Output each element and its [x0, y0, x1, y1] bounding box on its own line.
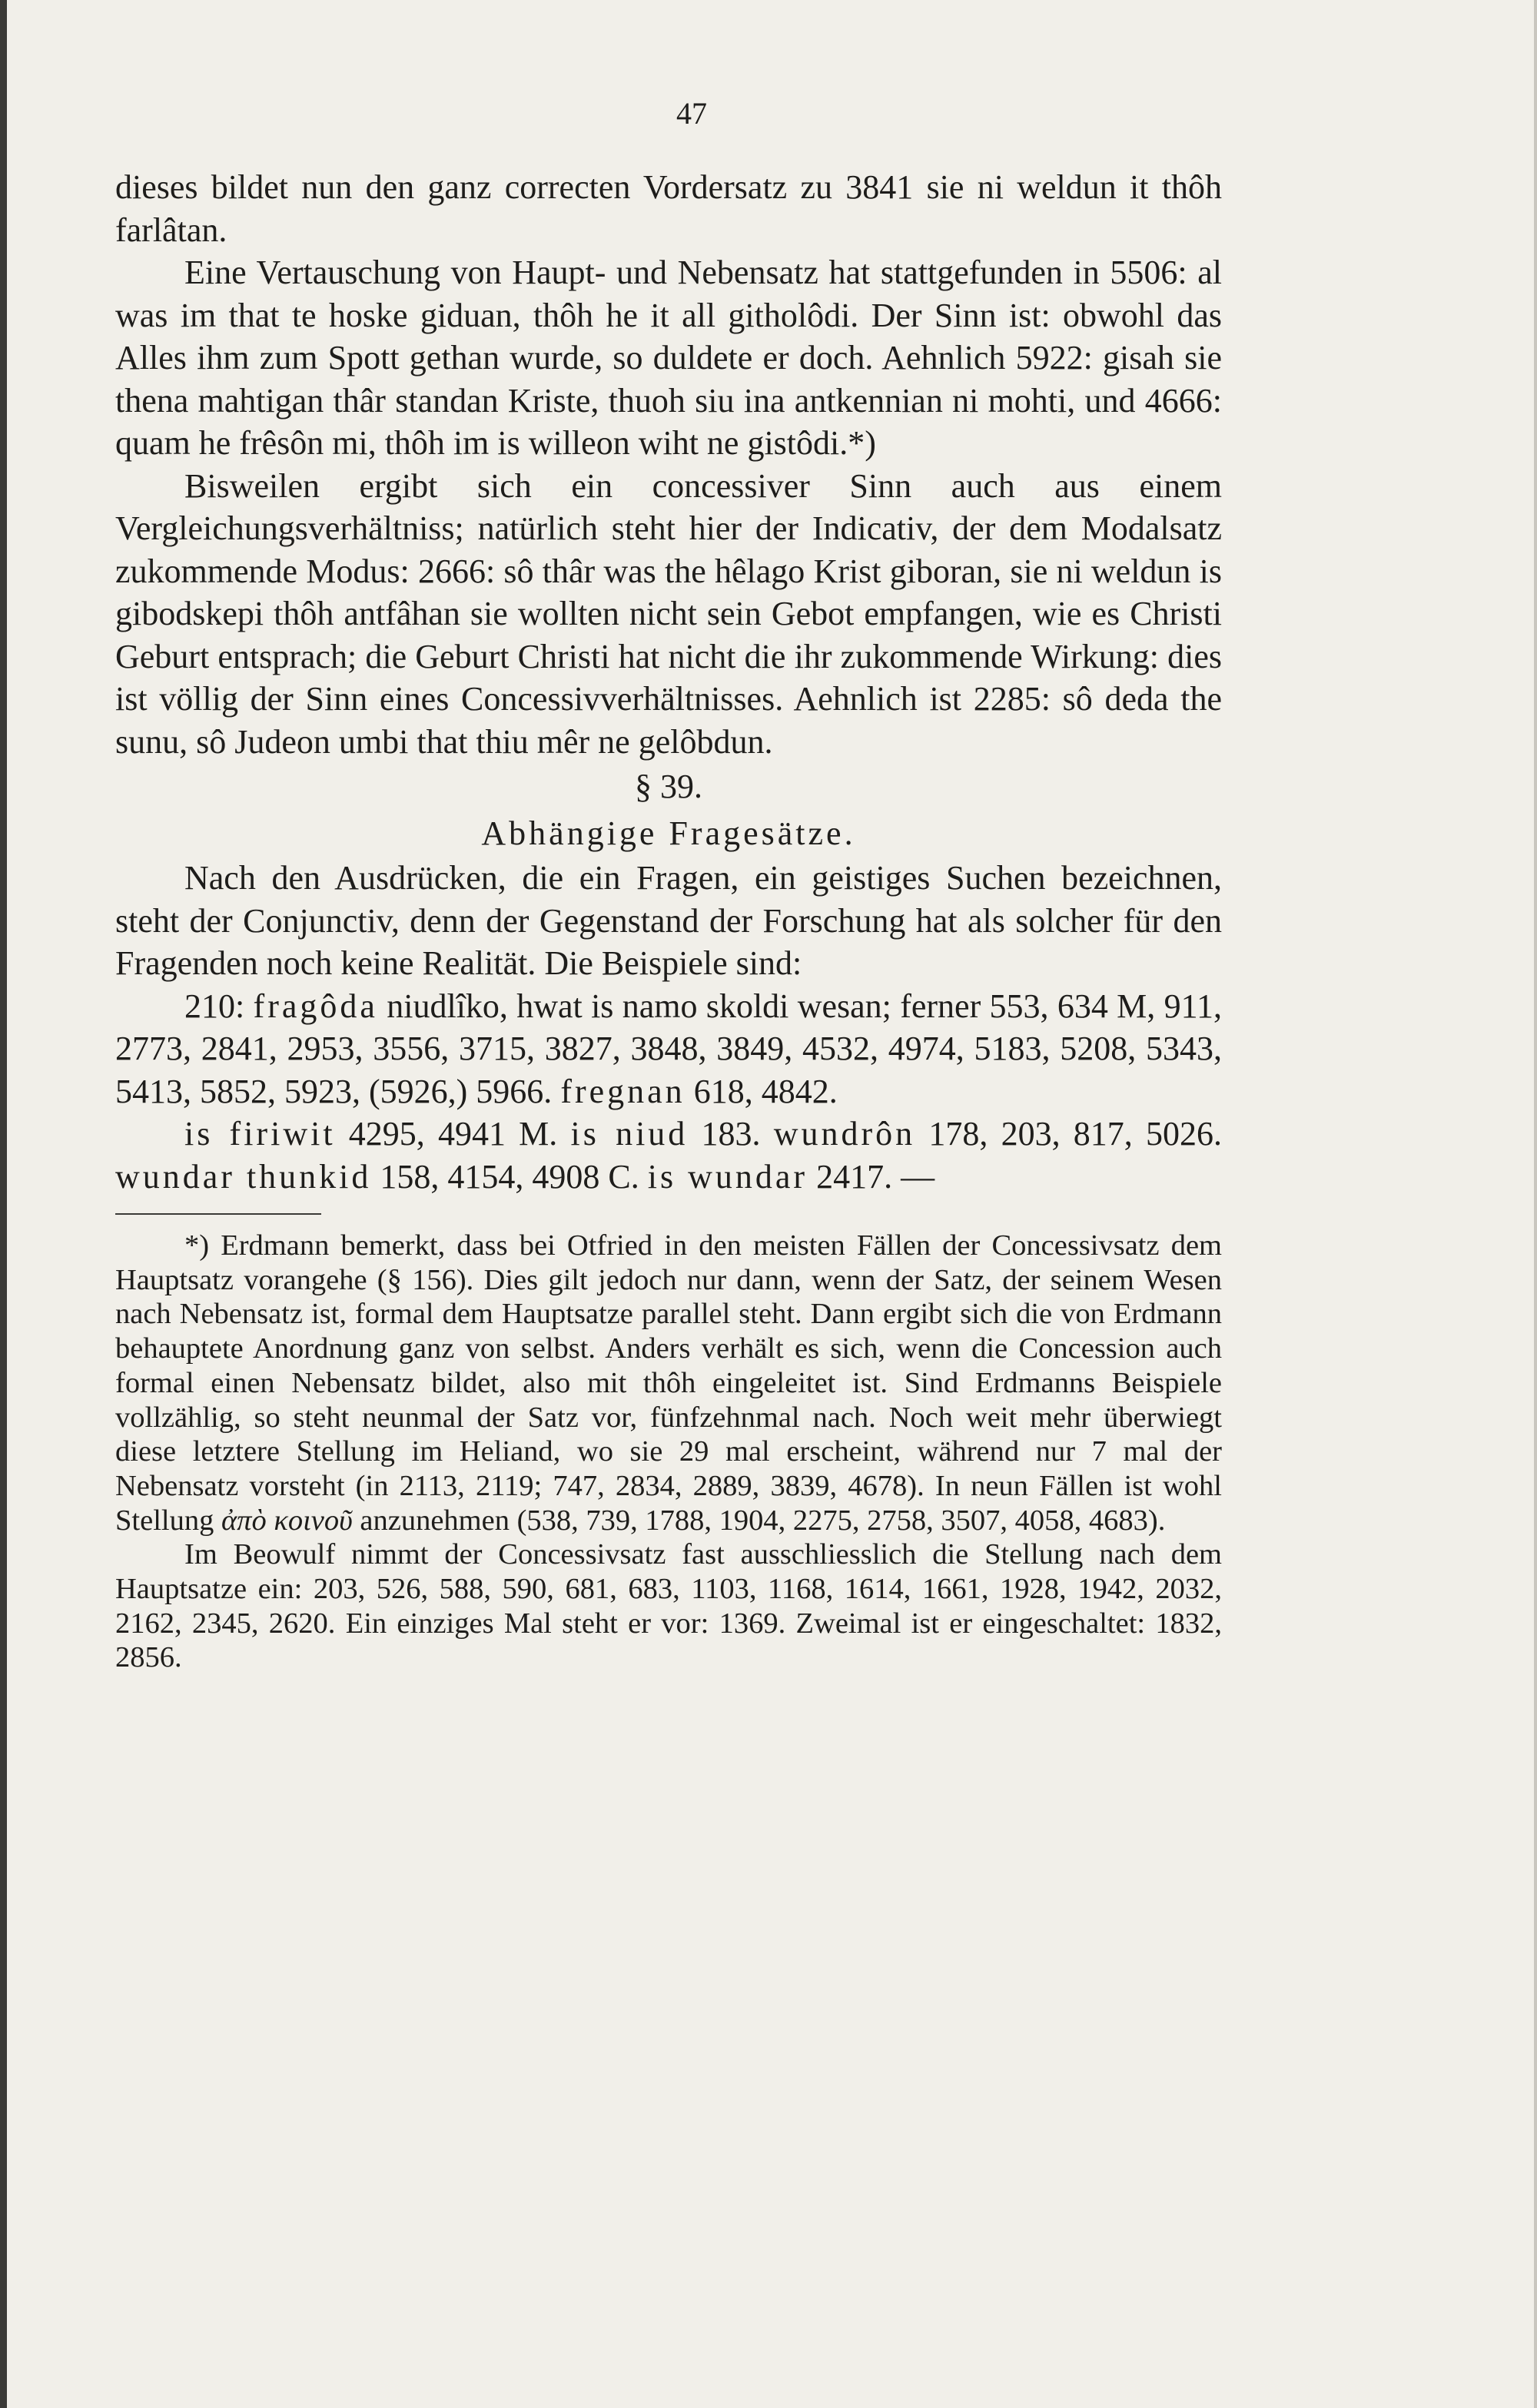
page-number: 47 [676, 96, 707, 131]
p6-text-d: 158, 4154, 4908 C. [371, 1157, 648, 1196]
p5-text-c: 618, 4842. [685, 1072, 838, 1110]
paragraph-3: Bisweilen ergibt sich ein concessiver Sinn auch aus einem Vergleichungsverhältniss; natürlich steht hier der Indicativ, der dem Modalsatz zukommende Modus: 2666: sô thâr was the hêlago Krist giboran, sie ni weldun is gibodskepi thôh antfâhan sie wollten nicht sein Gebot empfangen, wie es Christi Geburt entsprach; die Geburt Christi hat nicht die ihr zukommende Wirkung: dies ist völlig der Sinn eines Concessivverhältnisses. Aehnlich ist 2285: sô deda the sunu, sô Judeon umbi that thiu mêr ne gelôbdun. [115, 466, 1222, 761]
footnote [115, 1229, 1222, 1675]
p6-text-b: 183. [688, 1115, 774, 1153]
section-number: § 39. [635, 768, 702, 805]
scan-edge-left [0, 0, 7, 2408]
book-page [115, 91, 1222, 1675]
paragraph-1: dieses bildet nun den ganz correcten Vordersatz zu 3841 sie ni weldun it thôh farlâtan. [115, 168, 1222, 249]
spaced-word-wundar-thunkid: wundar thunkid [115, 1157, 372, 1196]
spaced-word-is-wundar: is wundar [647, 1157, 808, 1196]
footnote-text-b: anzunehmen (538, 739, 1788, 1904, 2275, 2758, 3507, 4058, 4683). [352, 1504, 1166, 1537]
section-title: Abhängige Fragesätze. [481, 814, 856, 852]
p6-text-c: 178, 203, 817, 5026. [915, 1115, 1223, 1153]
p6-text-a: 4295, 4941 M. [335, 1115, 571, 1153]
paragraph-4: Nach den Ausdrücken, die ein Fragen, ein geistiges Suchen bezeichnen, steht der Conjunctiv, denn der Gegenstand der Forschung hat als solcher für den Fragenden noch keine Realität. Die Beispiele sind: [115, 859, 1222, 982]
paragraph-5 [115, 985, 1222, 1113]
p6-text-e: 2417. — [808, 1157, 935, 1196]
spaced-word-fregnan: fregnan [560, 1072, 686, 1110]
p5-text-a: 210: [184, 987, 254, 1025]
footnote-paragraph-1 [115, 1229, 1222, 1537]
paragraph-6 [115, 1113, 1222, 1198]
scan-edge-right [1534, 0, 1537, 2408]
spaced-word-is-firiwit: is firiwit [184, 1115, 336, 1153]
footnote-divider [115, 1213, 321, 1215]
paragraph-2: Eine Vertauschung von Haupt- und Nebensatz hat stattgefunden in 5506: al was im that te hoske giduan, thôh he it all githolôdi. Der Sinn ist: obwohl das Alles ihm zum Spott gethan wurde, so duldete er doch. Aehnlich 5922: gisah sie thena mahtigan thâr standan Kriste, thuoh siu ina antkennian ni mohti, und 4666: quam he frêsôn mi, thôh im is willeon wiht ne gistôdi.*) [115, 254, 1222, 462]
spaced-word-fragoda: fragôda [253, 987, 378, 1025]
spaced-word-is-niud: is niud [570, 1115, 689, 1153]
p5-text-b: niudlîko, hwat is namo skoldi wesan; ferner 553, 634 M, 911, 2773, 2841, 2953, 3556, 3715, 3827, 3848, 3849, 4532, 4974, 5183, 5208, 5343, 5413, 5852, 5923, (5926,) 5966. [115, 987, 1222, 1110]
footnote-text-a: *) Erdmann bemerkt, dass bei Otfried in den meisten Fällen der Concessivsatz dem Hauptsatz vorangehe (§ 156). Dies gilt jedoch nur dann, wenn der Satz, der seinem Wesen nach Nebensatz ist, formal dem Hauptsatze parallel steht. Dann ergibt sich die von Erdmann behauptete Anordnung ganz von selbst. Anders verhält es sich, wenn die Concession auch formal einen Nebensatz bildet, also mit thôh eingeleitet ist. Sind Erdmanns Beispiele vollzählig, so steht neunmal der Satz vor, fünfzehnmal nach. Noch weit mehr überwiegt diese letztere Stellung im Heliand, wo sie 29 mal erscheint, während nur 7 mal der Nebensatz vorsteht (in 2113, 2119; 747, 2834, 2889, 3839, 4678). In neun Fällen ist wohl Stellung [115, 1229, 1222, 1537]
greek-phrase: ἀπὸ κοινοῦ [221, 1504, 353, 1537]
main-text [115, 166, 1222, 1198]
footnote-paragraph-2: Im Beowulf nimmt der Concessivsatz fast ausschliesslich die Stellung nach dem Hauptsatze ein: 203, 526, 588, 590, 681, 683, 1103, 1168, 1614, 1661, 1928, 1942, 2032, 2162, 2345, 2620. Ein einziges Mal steht er vor: 1369. Zweimal ist er eingeschaltet: 1832, 2856. [115, 1538, 1222, 1674]
spaced-word-wundron: wundrôn [773, 1115, 916, 1153]
